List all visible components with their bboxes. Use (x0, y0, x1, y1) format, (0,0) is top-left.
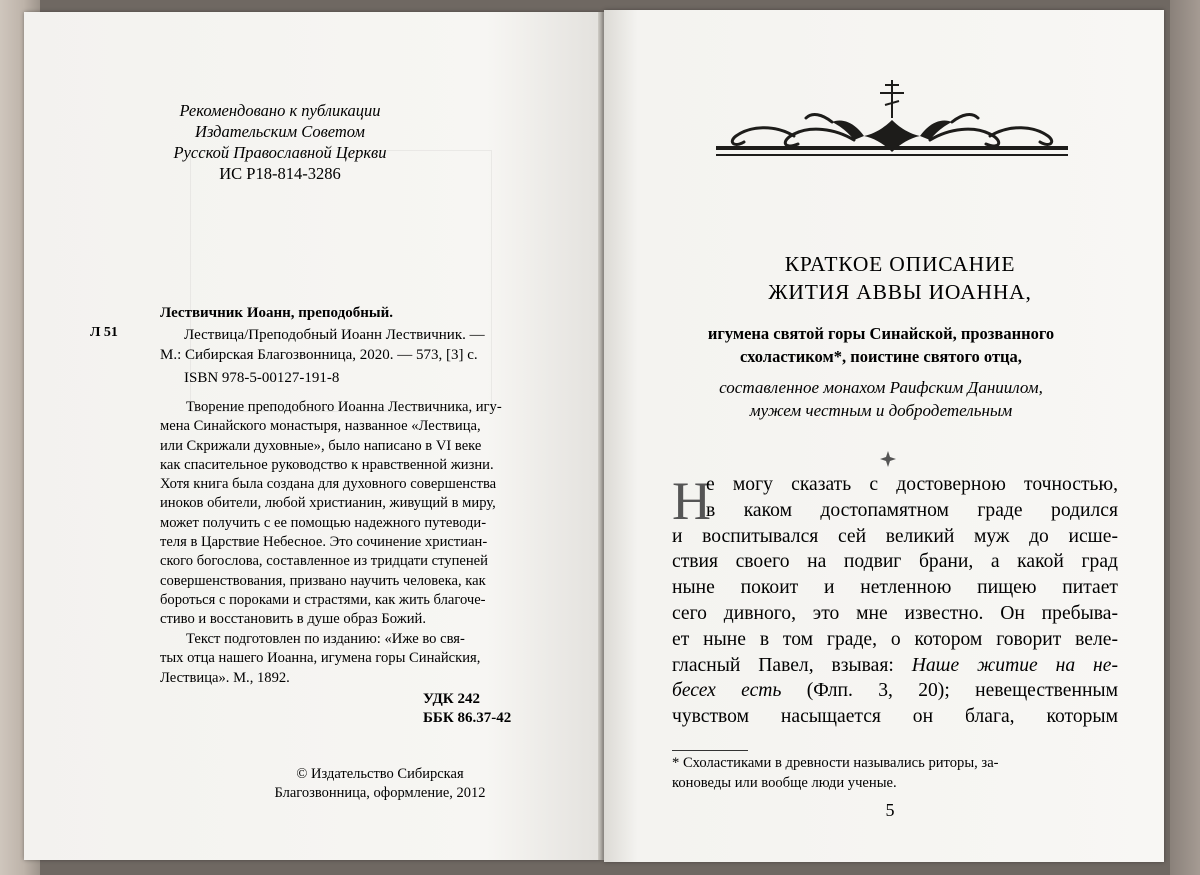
catalog-code: Л 51 (90, 325, 118, 340)
source-paragraph (160, 630, 558, 688)
catalog-title-line: М.: Сибирская Благозвонница, 2020. — 573, [3] с. (160, 347, 478, 363)
bbk-code: ББК 86.37-42 (423, 710, 512, 726)
byline-line: мужем честным и добродетельным (749, 401, 1013, 420)
chapter-title-line: КРАТКОЕ ОПИСАНИЕ (784, 252, 1016, 276)
udk-code: УДК 242 (423, 691, 480, 707)
source-line: Текст подготовлен по изданию: «Иже во свя- (186, 631, 465, 647)
recommendation-line: Русской Православной Церкви (173, 143, 387, 162)
recommendation-block (90, 100, 470, 184)
chapter-subtitle (666, 322, 1096, 368)
annotation-line: Хотя книга была создана для духовного совершенства (160, 476, 497, 493)
footnote-line: коноведы или вообще люди ученые. (672, 774, 897, 791)
body-line: чувством насыщается он блага, которым (672, 706, 1118, 728)
byline-line: составленное монахом Раифским Даниилом, (719, 378, 1043, 397)
chapter-byline (666, 376, 1096, 422)
source-line: Лествица». М., 1892. (160, 669, 290, 686)
quotation-fragment: бесех есть (672, 680, 782, 702)
recommendation-line: Рекомендовано к публикации (179, 101, 381, 120)
body-fragment: (Флп. 3, 20); невещественным (781, 680, 1118, 702)
copyright-line: © Издательство Сибирская (296, 766, 464, 782)
annotation-line: мена Синайского монастыря, названное «Лествица, (160, 418, 481, 435)
footnote-line: * Схоластиками в древности назывались риторы, за- (672, 755, 999, 771)
catalog-title (160, 325, 555, 365)
catalog-author: Лествичник Иоанн, преподобный. (160, 305, 393, 321)
annotation-line: совершенствования, призвано научить человека, как (160, 572, 486, 589)
body-text (672, 472, 1118, 730)
body-line (672, 653, 1118, 679)
body-line (672, 678, 1118, 704)
body-line: е могу сказать с достоверною точностью, (706, 474, 1118, 495)
annotation-line: теля в Царствие Небесное. Это сочинение христиан- (160, 534, 488, 551)
subtitle-line: схоластиком*, поистине святого отца, (740, 347, 1022, 366)
annotation-line: Творение преподобного Иоанна Лествичника, игу- (186, 399, 502, 415)
annotation-paragraph (160, 398, 558, 630)
approval-code: ИС Р18-814-3286 (219, 164, 341, 183)
subtitle-line: игумена святой горы Синайской, прозванного (707, 324, 1055, 343)
source-line: тых отца нашего Иоанна, игумена горы Синайския, (160, 650, 481, 667)
annotation-line: ского богослова, составленное из тридцати ступеней (160, 553, 488, 570)
body-line: ствия своего на подвиг брани, а какой град (672, 551, 1118, 573)
copyright-line: Благозвонница, оформление, 2012 (274, 785, 486, 801)
annotation-line: иноков обители, любой христианин, живущий в миру, (160, 495, 496, 512)
body-line: и воспитывался сей великий муж до исше- (672, 525, 1118, 547)
background-right-edge (1170, 0, 1200, 875)
classification-codes (423, 690, 511, 728)
isbn: ISBN 978-5-00127-191-8 (184, 370, 340, 386)
footnote (672, 754, 1120, 793)
body-line: сего дивного, это мне известно. Он пребыва- (672, 602, 1118, 624)
footnote-rule (672, 750, 748, 751)
annotation-line: бороться с пороками и страстями, как жить благоче- (160, 591, 486, 608)
annotation-line: стиво и восстановить в душе образ Божий. (160, 611, 426, 628)
catalog-title-line: Лествица/Преподобный Иоанн Лествичник. — (184, 327, 485, 343)
annotation-line: как спасительное руководство к нравственной жизни. (160, 456, 494, 473)
drop-cap: Н (672, 471, 711, 531)
body-fragment: гласный Павел, взывая: (672, 654, 912, 676)
page-number: 5 (885, 800, 895, 820)
annotation-line: может получить с ее помощью надежного путеводи- (160, 514, 487, 531)
orthodox-cross-ornament-icon (714, 78, 1070, 168)
asterism-separator-icon (879, 450, 897, 468)
body-line: ет ныне в том граде, о котором говорит веле- (672, 628, 1118, 650)
body-line: ныне покоит и нетленною пищею питает (672, 577, 1118, 599)
recommendation-line: Издательским Советом (195, 122, 365, 141)
quotation-fragment: Наше житие на не- (911, 654, 1118, 676)
chapter-title-line: ЖИТИЯ АВВЫ ИОАННА, (768, 280, 1032, 304)
body-line: в каком достопамятном граде родился (706, 499, 1118, 521)
annotation-line: или Скрижали духовные», было написано в VI веке (160, 437, 482, 454)
copyright-notice (200, 765, 560, 803)
chapter-title (710, 250, 1090, 306)
